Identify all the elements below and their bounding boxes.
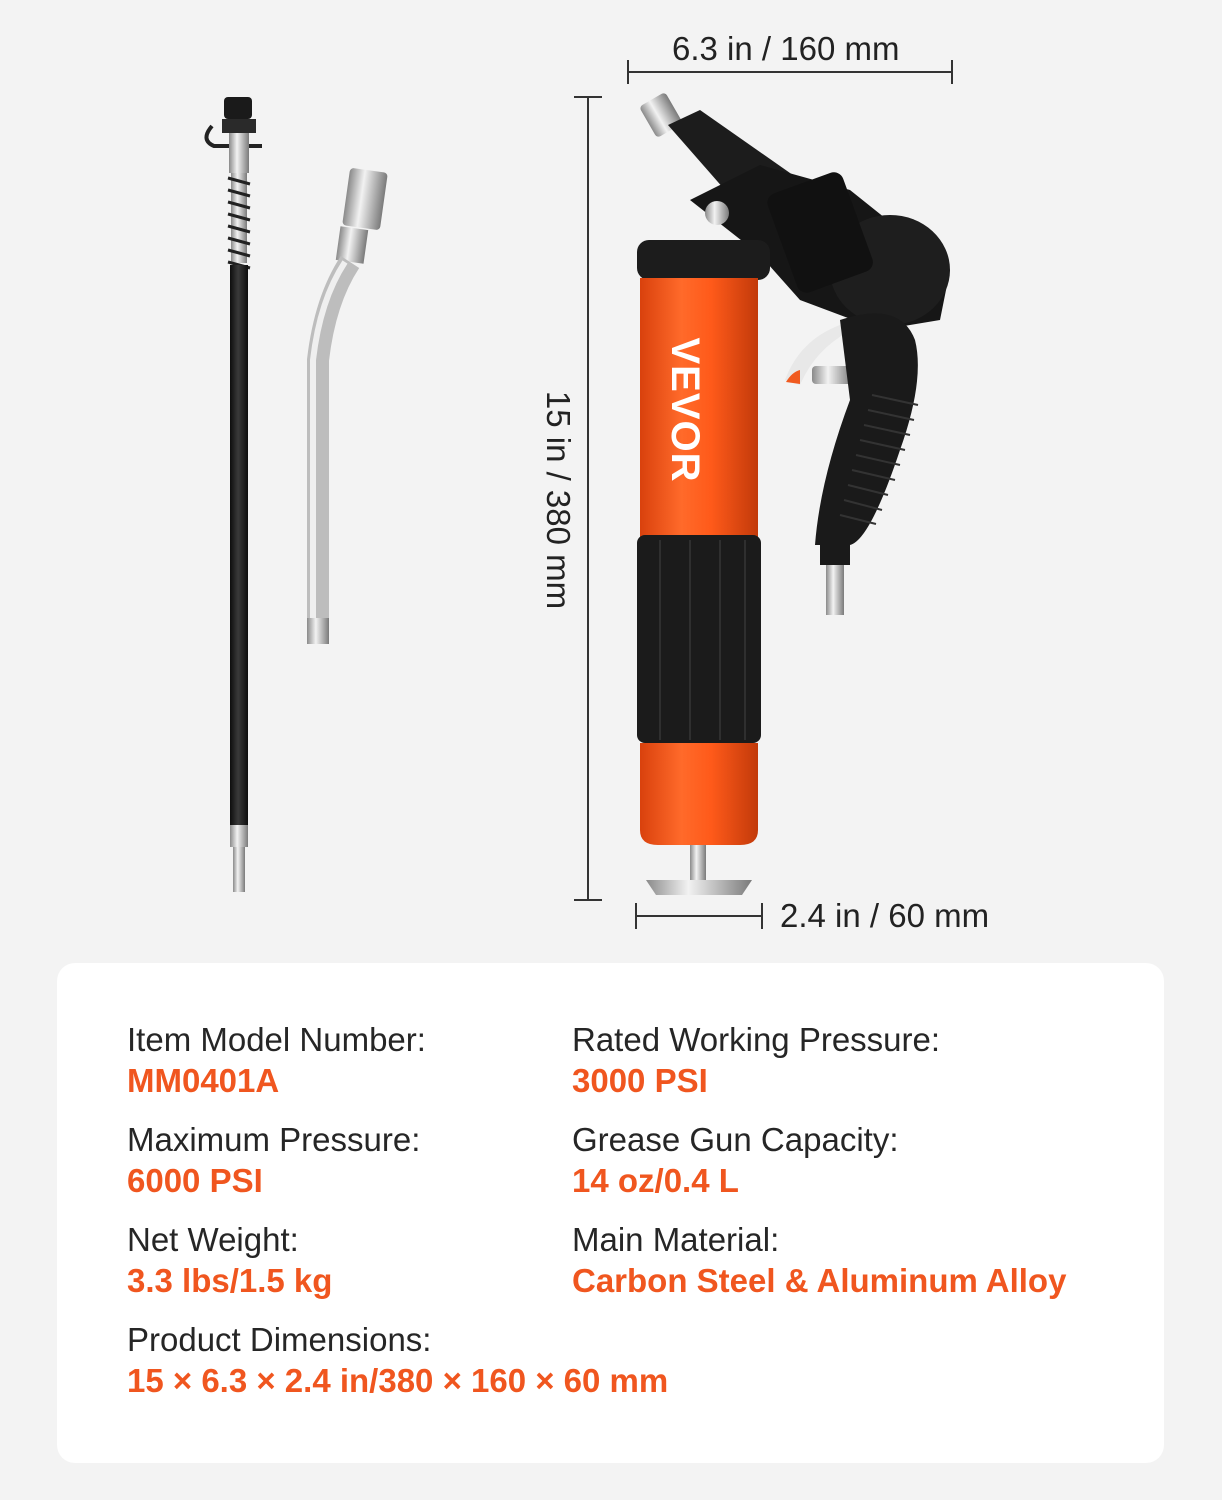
spec-label: Maximum Pressure: bbox=[127, 1121, 421, 1158]
spec-net-weight bbox=[127, 1220, 332, 1302]
rigid-extension-tube bbox=[307, 168, 388, 644]
brand-logo: VEVOR bbox=[663, 337, 707, 483]
spec-item-model-number bbox=[127, 1020, 426, 1102]
spec-grease-gun-capacity bbox=[572, 1120, 899, 1202]
spec-label: Net Weight: bbox=[127, 1221, 299, 1258]
spec-label: Product Dimensions: bbox=[127, 1321, 432, 1358]
spec-value: MM0401A bbox=[127, 1062, 280, 1099]
dimension-depth: 2.4 in / 60 mm bbox=[780, 897, 990, 934]
spec-value: 3000 PSI bbox=[572, 1062, 708, 1099]
spec-label: Main Material: bbox=[572, 1221, 780, 1258]
spec-product-dimensions bbox=[127, 1320, 668, 1402]
spec-label: Rated Working Pressure: bbox=[572, 1021, 941, 1058]
spec-value: 14 oz/0.4 L bbox=[572, 1162, 739, 1199]
spec-rated-working-pressure bbox=[572, 1020, 940, 1102]
spec-value: 15 × 6.3 × 2.4 in/380 × 160 × 60 mm bbox=[127, 1362, 669, 1399]
spec-main-material bbox=[572, 1220, 1066, 1302]
specs-card bbox=[57, 963, 1164, 1463]
spec-value: Carbon Steel & Aluminum Alloy bbox=[572, 1262, 1067, 1299]
spec-maximum-pressure bbox=[127, 1120, 420, 1202]
spec-label: Grease Gun Capacity: bbox=[572, 1121, 899, 1158]
spec-label: Item Model Number: bbox=[127, 1021, 426, 1058]
spec-value: 3.3 lbs/1.5 kg bbox=[127, 1262, 333, 1299]
grease-gun bbox=[637, 92, 950, 895]
spec-value: 6000 PSI bbox=[127, 1162, 263, 1199]
dimension-width: 6.3 in / 160 mm bbox=[672, 30, 900, 67]
flexible-hose bbox=[206, 97, 262, 892]
dimension-height: 15 in / 380 mm bbox=[540, 390, 577, 610]
